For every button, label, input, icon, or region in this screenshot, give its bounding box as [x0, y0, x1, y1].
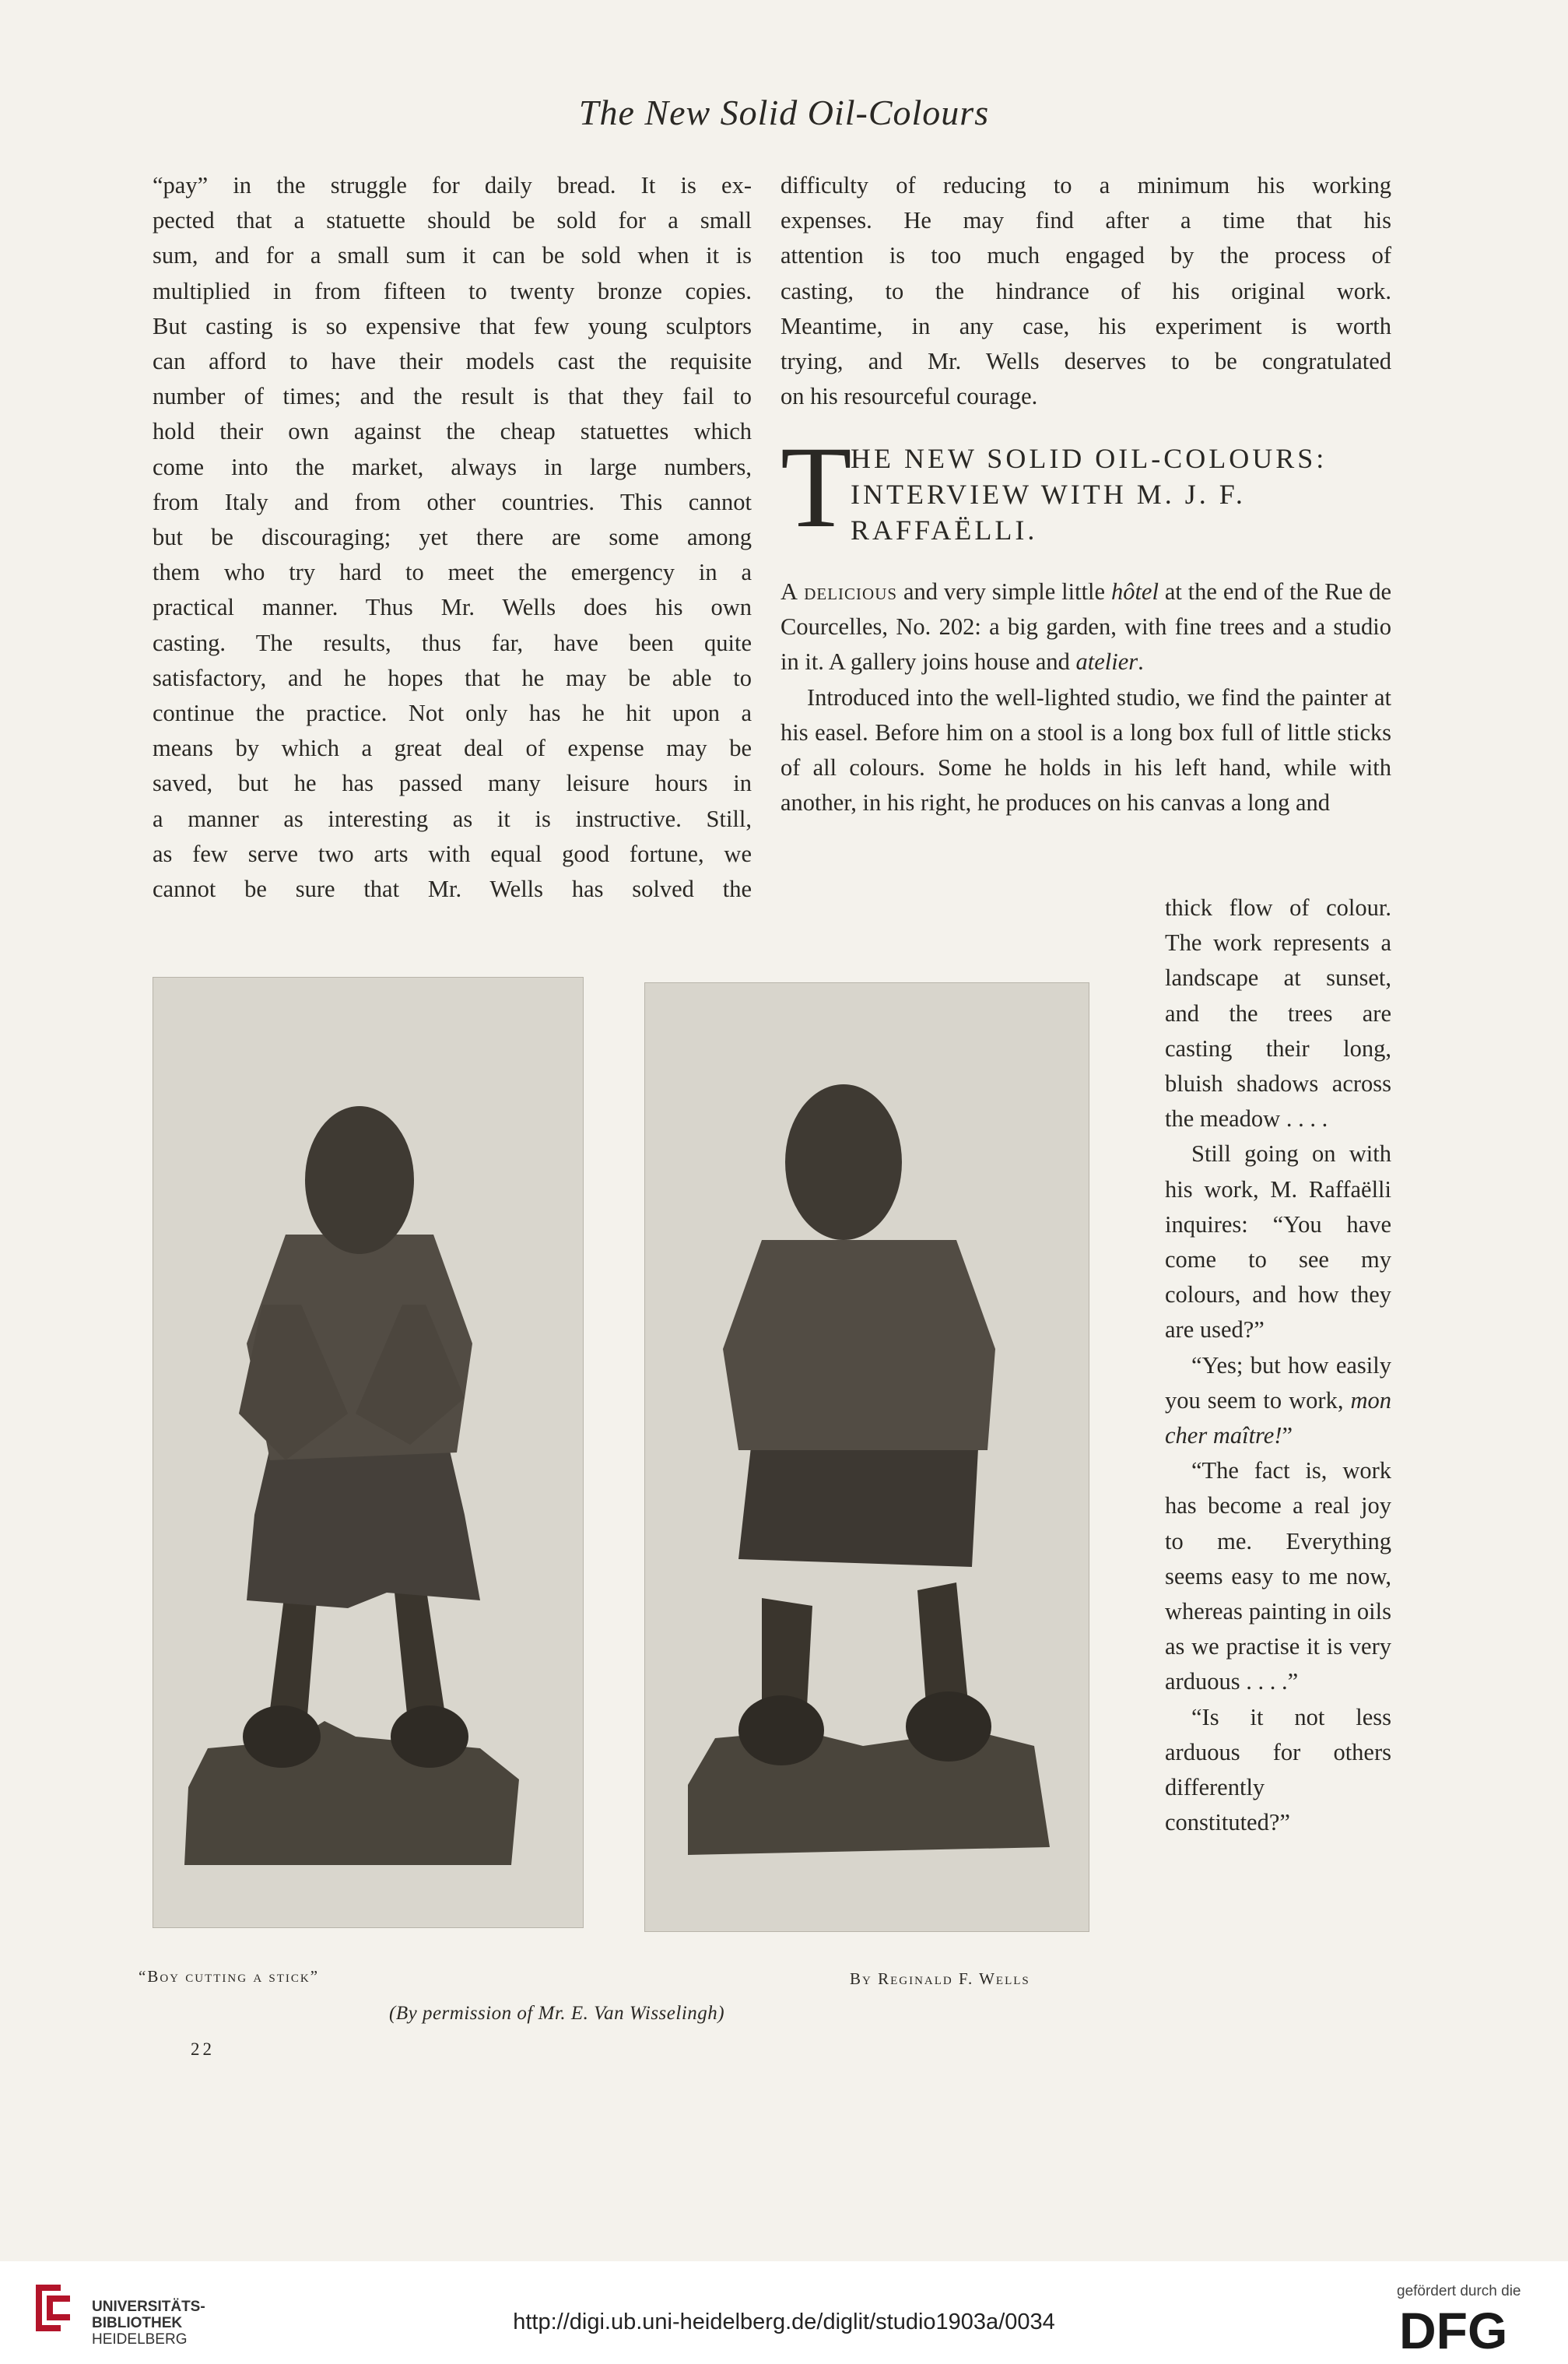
right-column-line: on his resourceful courage. [780, 383, 1038, 410]
left-column-line: number of times; and the result is that they fail to [153, 383, 752, 410]
library-line-3: HEIDELBERG [92, 2331, 188, 2348]
left-column-line: “pay” in the struggle for daily bread. It is ex- [153, 172, 752, 198]
left-column-line: them who try hard to meet the emergency in a [153, 559, 752, 586]
left-column-line: hold their own against the cheap statuettes which [153, 418, 752, 445]
caption-artist: By Reginald F. Wells [850, 1969, 1030, 1988]
left-column-line: practical manner. Thus Mr. Wells does his own [153, 594, 752, 621]
right-column-line: expenses. He may find after a time that his [780, 207, 1391, 234]
dfg-logo-icon [1399, 2305, 1547, 2353]
paragraph-intro [780, 574, 1391, 680]
left-column-line: from Italy and from other countries. This cannot [153, 488, 752, 515]
right-column-line: trying, and Mr. Wells deserves to be congratulated [780, 348, 1391, 375]
left-column-line: but be discouraging; yet there are some among [153, 524, 752, 551]
paragraph-lead: A delicious [780, 578, 898, 605]
left-column-line: come into the market, always in large numbers, [153, 453, 752, 480]
heading-line-1: HE NEW SOLID OIL-COLOURS: [851, 443, 1328, 474]
right-column-line: casting, to the hindrance of his original work. [780, 277, 1391, 304]
left-column-line: multiplied in from fifteen to twenty bronze copies. [153, 277, 752, 304]
paragraph-text: “Yes; but how easily you seem to work, [1165, 1351, 1391, 1414]
paragraph-inquiry: Still going on with his work, M. Raffaëlli inquires: “You have come to see my colours, and how they are used?” [1165, 1140, 1391, 1344]
left-column-line: continue the practice. Not only has he hit upon a [153, 700, 752, 727]
left-column-line: as few serve two arts with equal good fortune, we [153, 840, 752, 867]
paragraph-joy: “The fact is, work has become a real joy to me. Everything seems easy to me now, whereas painting in oils as we practise it is very arduous . . . .” [1165, 1457, 1391, 1695]
statuette-front-image [153, 978, 583, 1927]
caption-credit: (By permission of Mr. E. Van Wisselingh) [389, 2003, 725, 2024]
right-column-line: attention is too much engaged by the process of [780, 242, 1391, 269]
left-column-line: cannot be sure that Mr. Wells has solved the [153, 876, 752, 903]
source-url-link[interactable]: http://digi.ub.uni-heidelberg.de/diglit/studio1903a/0034 [513, 2310, 1055, 2334]
paragraph-question: “Is it not less arduous for others differently constituted?” [1165, 1703, 1391, 1836]
paragraph-text: ” [1282, 1422, 1293, 1449]
caption-title: “Boy cutting a stick” [139, 1967, 320, 1986]
left-column-line: a manner as interesting as it is instructive. Still, [153, 805, 752, 832]
italic-phrase: mon cher maître! [1165, 1386, 1391, 1449]
dfg-logo-text: DFG [1399, 2305, 1508, 2353]
left-column-line: sum, and for a small sum it can be sold when it is [153, 242, 752, 269]
left-column-line: satisfactory, and he hopes that he may be able to [153, 664, 752, 691]
funded-by-text: gefördert durch die [1397, 2283, 1521, 2299]
italic-word: hôtel [1110, 578, 1159, 605]
paragraph-text: . [1138, 648, 1144, 676]
left-column-line: can afford to have their models cast the requisite [153, 348, 752, 375]
heading-line-3: RAFFAËLLI. [851, 515, 1038, 546]
paragraph-landscape: thick flow of colour. The work represents a landscape at sunset, and the trees are casting their long, bluish shadows across the meadow . . . . [1165, 894, 1391, 1133]
heading-line-2: INTERVIEW WITH M. J. F. [851, 479, 1246, 510]
library-line-1: UNIVERSITÄTS- [92, 2299, 205, 2315]
drop-cap: T [780, 423, 852, 552]
right-column-body [780, 574, 1391, 820]
left-column-line: means by which a great deal of expense may be [153, 735, 752, 762]
paragraph-studio: Introduced into the well-lighted studio, we find the painter at his easel. Before him on a stool is a long box full of little sticks of all colours. Some he holds in his left hand, while with another, in his right, he produces on his canvas a long and [780, 683, 1391, 817]
article-heading [780, 423, 1391, 557]
narrow-column [1165, 890, 1391, 1840]
paragraph-reply [1165, 1348, 1391, 1454]
left-column [153, 168, 752, 907]
italic-word: atelier [1075, 648, 1138, 676]
page-title: The New Solid Oil-Colours [578, 93, 990, 132]
statuette-back-photo [644, 982, 1089, 1932]
right-column-top [780, 168, 1391, 414]
left-column-line: pected that a statuette should be sold for a small [153, 207, 752, 234]
left-column-line: But casting is so expensive that few young sculptors [153, 312, 752, 339]
paragraph-text: at the end of the Rue de Courcelles, No. 202: a big garden, with fine trees and a studio in it. A gallery joins house and [780, 578, 1392, 676]
left-column-line: saved, but he has passed many leisure hours in [153, 770, 752, 797]
statuette-back-image [645, 983, 1089, 1931]
left-column-line: casting. The results, thus far, have been quite [153, 629, 752, 656]
library-line-2: BIBLIOTHEK [92, 2315, 183, 2331]
right-column-line: Meantime, in any case, his experiment is worth [780, 312, 1391, 339]
digitization-footer [0, 2261, 1568, 2364]
page-number: 22 [191, 2039, 215, 2059]
paragraph-text: and very simple little [897, 578, 1111, 605]
right-column-line: difficulty of reducing to a minimum his working [780, 172, 1391, 198]
statuette-front-photo [153, 977, 584, 1928]
